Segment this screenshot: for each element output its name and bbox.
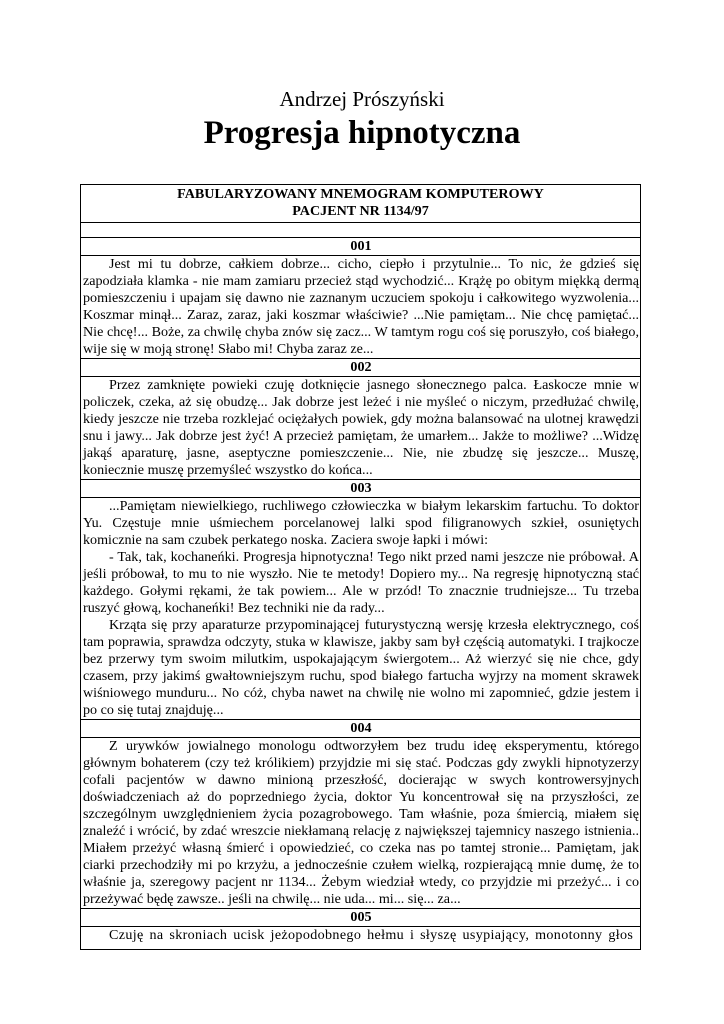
document-title: Progresja hipnotyczna	[203, 115, 521, 151]
paragraph: ...Pamiętam niewielkiego, ruchliwego człowieczka w białym lekarskim fartuchu. To doktor Yu. Częstuje mnie uśmiechem porcelanowej lalki spod filigranowych szkieł, osuniętych komicznie na sam czubek perkatego noska. Zaciera swoje łapki i mówi:	[83, 498, 639, 548]
section-text	[81, 377, 641, 480]
header-line-1: FABULARYZOWANY MNEMOGRAM KOMPUTEROWY	[177, 186, 544, 202]
paragraph: Krząta się przy aparaturze przypominającej futurystyczną wersję krzesła elektrycznego, coś tam poprawia, sprawdza odczyty, stuka w klawisze, jakby sam był częścią automatyki. I trajkocze bez przerwy tym swoim milutkim, uspokajającym świergotem... Aż wierzyć się nie chce, gdy czasem, przy jakimś gwałtowniejszym ruchu, spod białego fartucha wyjrzy na moment skrawek wiśniowego munduru... No cóż, chyba nawet na chwilę nie wolno mi zapomnieć, gdzie jestem i po co się tutaj znajduję...	[83, 617, 639, 718]
paragraph: Z urywków jowialnego monologu odtworzyłem bez trudu ideę eksperymentu, którego głównym bohaterem (czy też królikiem) przyjdzie mi się stać. Podczas gdy zwykli hipnotyzerzy cofali pacjentów w dawno minioną przeszłość, docierając w swych kontrowersyjnych doświadczeniach aż do poprzedniego życia, doktor Yu koncentrował się na przyszłości, ze szczególnym uwzględnieniem życia pozagrobowego. Tam właśnie, poza śmiercią, miałem się znaleźć i wrócić, by zdać wreszcie niekłamaną relację z największej tajemnicy naszego istnienia.. Miałem przeżyć własną śmierć i opowiedzieć, co czeka nas po tamtej stronie... Pamiętam, jak ciarki przechodziły mi po krzyżu, a jednocześnie czułem wielką, rozpierającą mnie dumę, że to właśnie ja, szeregowy pacjent nr 1134... Żebym wiedział wtedy, co przyjdzie mi przeżyć... i co przeżywać będę zawsze.. jeśli na chwilę... nie uda... mi... się... za...	[83, 738, 639, 907]
section-number: 004	[81, 720, 641, 738]
section-text	[81, 256, 641, 359]
header-line-2: PACJENT NR 1134/97	[292, 203, 429, 219]
section-number: 003	[81, 480, 641, 498]
section-number: 002	[81, 359, 641, 377]
paragraph: Czuję na skroniach ucisk jeżopodobnego hełmu i słyszę usypiający, monotonny głos	[109, 927, 634, 943]
blank-row	[81, 223, 641, 238]
section-text	[81, 927, 641, 950]
table-header	[81, 185, 641, 223]
section-text	[81, 738, 641, 909]
section-text	[81, 498, 641, 720]
mnemogram-table	[80, 184, 641, 950]
paragraph: Jest mi tu dobrze, całkiem dobrze... cicho, ciepło i przytulnie... To nic, że gdzieś się zapodziała klamka - nie mam zamiaru przecież stąd wychodzić... Krążę po obitym miękką dermą pomieszczeniu i upajam się dawno nie zaznanym uczuciem spokoju i całkowitego wyzwolenia... Koszmar minął... Zaraz, zaraz, jaki koszmar właściwie? ...Nie pamiętam... Nie chcę pamiętać... Nie chcę!... Boże, za chwilę chyba znów się zacz... W tamtym rogu coś się poruszyło, coś białego, wije się w moją stronę! Słabo mi! Chyba zaraz ze...	[83, 256, 639, 357]
author-name: Andrzej Prószyński	[279, 87, 445, 111]
section-number: 005	[81, 909, 641, 927]
paragraph: Przez zamknięte powieki czuję dotknięcie jasnego słonecznego palca. Łaskocze mnie w policzek, czeka, aż się obudzę... Jak dobrze jest leżeć i nie myśleć o niczym, przedłużać chwilę, kiedy jeszcze nie trzeba rozklejać ociężałych powiek, gdy można balansować na ulotnej krawędzi snu i jawy... Jak dobrze jest żyć! A przecież pamiętam, że umarłem... Jakże to możliwe? ...Widzę jakąś aparaturę, jasne, aseptyczne pomieszczenie... Nie, nie zbudzę się jeszcze... Muszę, koniecznie muszę przemyśleć wszystko do końca...	[83, 377, 639, 478]
section-number: 001	[81, 238, 641, 256]
paragraph: - Tak, tak, kochaneńki. Progresja hipnotyczna! Tego nikt przed nami jeszcze nie próbował. A jeśli próbował, to mu to nie wyszło. Nie te metody! Dopiero my... Na regresję hipnotyczną stać każdego. Gołymi rękami, że tak powiem... Ale w przód! To znacznie trudniejsze... Tu trzeba ruszyć głową, kochaneńki! Bez techniki nie da rady...	[83, 549, 639, 616]
